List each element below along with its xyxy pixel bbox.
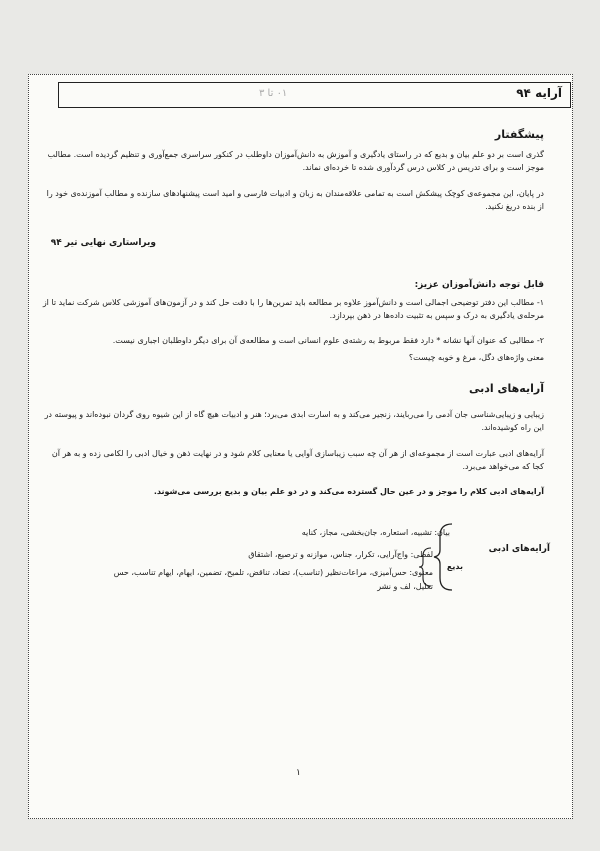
diagram-badi-label: بدیع [446,562,463,571]
students-note-1: ۱- مطالب این دفتر توضیحی اجمالی است و دانش‌آموز علاوه بر مطالعه باید تمرین‌ها را با دقت حل کند و در آزمون‌های آموزشی کلاس شرکت نماید تا از مرحله‌ی یادگیری به درک و سپس به تثبیت داده‌ها در ذهن بپردازد. [42,298,544,320]
literary-paragraph-1: زیبایی و زیبایی‌شناسی جان آدمی را می‌ربایند، زنجیر می‌کند و به اسارت ابدی می‌برد؛ هنر و ادبیات هیچ گاه از این شیوه روی گردان نبوده‌اند و پیوسته در این راه کوشیده‌اند. [44,410,544,432]
diagram-root-label: آرایه‌های ادبی [488,544,550,554]
intro-paragraph-1: گذری است بر دو علم بیان و بدیع که در راستای یادگیری و آموزش به دانش‌آموزان داوطلب در کنکور سراسری جمع‌آوری و تنظیم گردیده است. مطالب موجز است و برای تدریس در کلاس درس گردآوری شده تا خرده‌ای نماند. [47,150,544,172]
students-question: معنی واژه‌های دگل، مرغ و خوبه چیست؟ [408,353,544,362]
literary-paragraph-3: آرایه‌های ادبی کلام را موجز و در عین حال گسترده می‌کند و در دو علم بیان و بدیع بررسی می‌شوند. [153,487,544,496]
edition-note: ویراستاری نهایی تیر ۹۴ [50,238,156,248]
students-note-2: ۲- مطالبی که عنوان آنها نشانه * دارد فقط مربوط به رشته‌ی علوم انسانی است و مطالعه‌ی آن برای دیگر داوطلبان اجباری نیست. [112,336,544,345]
diagram-manavi-continued: تعلیل، لف و نشر [377,582,433,591]
page-number: ۱ [296,768,301,778]
diagram-manavi: معنوی: حس‌آمیزی، مراعات‌نظیر (تناسب)، تضاد، تناقض، تلمیح، تضمین، ایهام، ایهام تناسب، حس [113,568,433,577]
header-title: آرایه ۹۴ [516,86,562,100]
header-box [58,82,571,108]
students-title: قابل توجه دانش‌آموزان عزیز: [414,280,544,290]
literary-title: آرایه‌های ادبی [468,382,544,395]
intro-title: پیشگفتار [494,128,544,141]
diagram-bayan: بیان: تشبیه، استعاره، جان‌بخشی، مجاز، کنایه [301,528,450,537]
intro-paragraph-2: در پایان، این مجموعه‌ی کوچک پیشکش است به تمامی علاقه‌مندان به زبان و ادبیات فارسی و امید است پیشنهادهای سازنده و مطالب آموزنده‌ی خود را از بنده دریغ نکنید. [46,189,544,211]
literary-paragraph-2: آرایه‌های ادبی عبارت است از مجموعه‌ای از هر آن چه سبب زیباسازی آوایی یا معنایی کلام شود و در نهایت ذهن و خیال ادبی را لکامی زده و به هر آن کجا که می‌خواهد می‌برد. [51,449,544,471]
diagram-lafzi: لفظی: واج‌آرایی، تکرار، جناس، موازنه و ترصیع، اشتقاق [248,550,433,559]
header-faint-text: ۰۱ تا ۳ [259,88,288,99]
